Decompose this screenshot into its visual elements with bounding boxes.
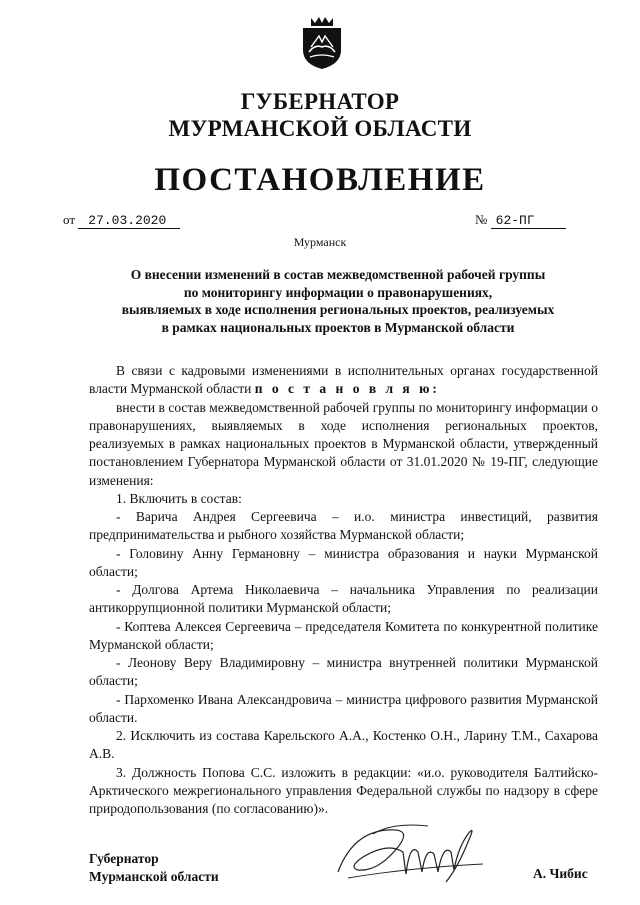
- item1-title: 1. Включить в состав:: [116, 490, 242, 506]
- intro-paragraph: [89, 362, 598, 399]
- number-field: [475, 212, 566, 229]
- document-type-title: ПОСТАНОВЛЕНИЕ: [154, 162, 486, 198]
- signatory-name: А. Чибис: [533, 866, 588, 881]
- subject-heading: [88, 266, 588, 336]
- coat-of-arms-icon: [297, 14, 347, 70]
- subject-line: по мониторингу информации о правонарушениях,: [183, 284, 493, 300]
- number-prefix: №: [475, 212, 488, 227]
- signatory-title: [89, 850, 219, 886]
- document-body: [89, 362, 598, 818]
- member-entry: - Головину Анну Германовну – министра образования и науки Мурманской области;: [89, 545, 598, 579]
- member-entry: - Коптева Алексея Сергеевича – председателя Комитета по конкурентной политике Мурманской области;: [89, 618, 598, 652]
- date-field: [63, 212, 180, 229]
- subject-line: О внесении изменений в состав межведомственной рабочей группы: [130, 267, 546, 282]
- member-entry: - Долгова Артема Николаевича – начальника Управления по реализации антикоррупционной политики Мурманской области;: [89, 582, 598, 616]
- org-title-line1: ГУБЕРНАТОР: [240, 89, 400, 114]
- resolve-word: п о с т а н о в л я ю:: [254, 381, 440, 397]
- number-value: 62-ПГ: [491, 213, 566, 229]
- item2-paragraph: 2. Исключить из состава Карельского А.А., Костенко О.Н., Ларину Т.М., Сахарова А.В.: [89, 728, 598, 762]
- handwritten-signature: [318, 812, 518, 892]
- lead-paragraph: внести в состав межведомственной рабочей группы по мониторингу информации о правонарушениях, выявляемых в ходе исполнения региональных проектов, реализуемых в рамках национальных проектов в Мурманской области, утвержденный постановлением Губернатора Мурманской области от 31.01.2020 № 19-ПГ, следующие изменения:: [89, 399, 598, 488]
- subject-line: в рамках национальных проектов в Мурманской области: [161, 319, 515, 335]
- org-title-line2: МУРМАНСКОЙ ОБЛАСТИ: [168, 116, 472, 141]
- subject-line: выявляемых в ходе исполнения региональных проектов, реализуемых: [121, 302, 555, 317]
- item3-paragraph: 3. Должность Попова С.С. изложить в редакции: «и.о. руководителя Балтийско-Арктического межрегионального управления Федеральной службы по надзору в сфере природопользования (по согласованию)».: [89, 764, 598, 816]
- date-value: 27.03.2020: [78, 213, 180, 229]
- member-entry: - Леонову Веру Владимировну – министра внутренней политики Мурманской области;: [89, 655, 598, 689]
- signatory-title-line1: Губернатор: [89, 851, 159, 866]
- member-entry: - Варича Андрея Сергеевича – и.о. министра инвестиций, развития предпринимательства и рыбного хозяйства Мурманской области;: [89, 509, 598, 543]
- member-entry: - Пархоменко Ивана Александровича – министра цифрового развития Мурманской области.: [89, 691, 598, 725]
- date-prefix: от: [63, 212, 76, 227]
- city-label: Мурманск: [293, 235, 347, 249]
- signatory-title-line2: Мурманской области: [89, 869, 219, 884]
- intro-text: В связи с кадровыми изменениями в исполнительных органах государственной власти Мурманской области: [89, 363, 598, 397]
